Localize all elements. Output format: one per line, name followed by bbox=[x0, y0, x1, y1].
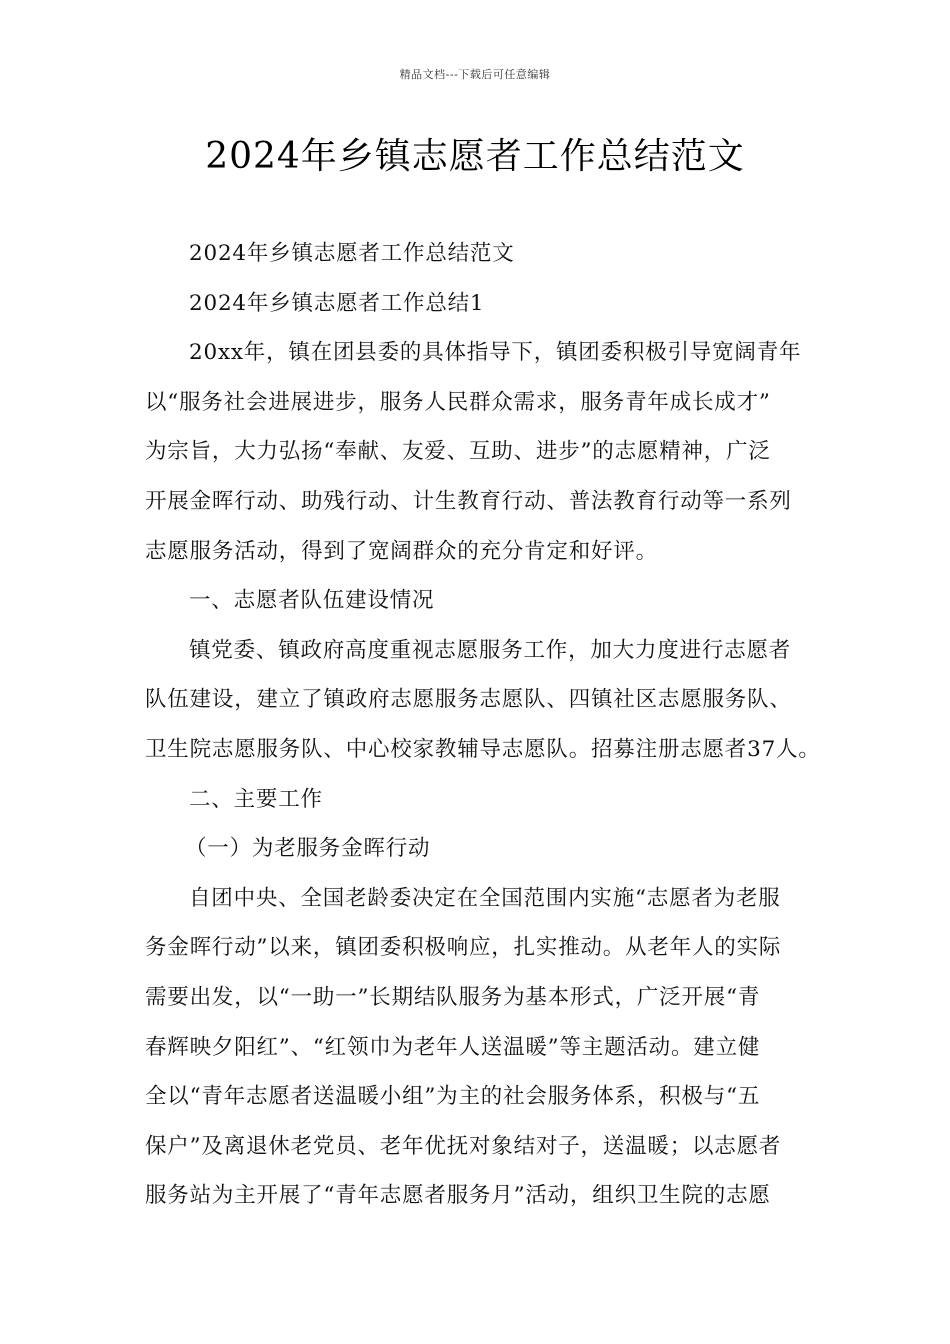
paragraph-line: 春辉映夕阳红”、“红领巾为老年人送温暖”等主题活动。建立健 bbox=[145, 1034, 761, 1060]
paragraph-line: 服务站为主开展了“青年志愿者服务月”活动，组织卫生院的志愿 bbox=[145, 1183, 771, 1209]
document-title: 2024年乡镇志愿者工作总结范文 bbox=[205, 136, 745, 177]
subsection-heading: （一）为老服务金晖行动 bbox=[185, 836, 431, 862]
paragraph-line: 务金晖行动”以来，镇团委积极响应，扎实推动。从老年人的实际 bbox=[145, 935, 782, 961]
section-heading: 一、志愿者队伍建设情况 bbox=[189, 588, 435, 614]
subtitle-line: 2024年乡镇志愿者工作总结范文 bbox=[189, 241, 515, 266]
header-note: 精品文档---下载后可任意编辑 bbox=[399, 68, 551, 81]
paragraph-line: 开展金晖行动、助残行动、计生教育行动、普法教育行动等一系列 bbox=[145, 488, 792, 514]
section-heading: 2024年乡镇志愿者工作总结1 bbox=[189, 290, 485, 316]
paragraph-line: 20xx年，镇在团县委的具体指导下，镇团委积极引导宽阔青年 bbox=[189, 340, 802, 366]
paragraph-line: 以“服务社会进展进步，服务人民群众需求，服务青年成长成才” bbox=[145, 389, 771, 415]
paragraph-line: 需要出发，以“一助一”长期结队服务为基本形式，广泛开展“青 bbox=[145, 984, 761, 1010]
paragraph-line: 保户”及离退休老党员、老年优抚对象结对子，送温暖；以志愿者 bbox=[145, 1133, 782, 1159]
paragraph-line: 卫生院志愿服务队、中心校家教辅导志愿队。招募注册志愿者37人。 bbox=[145, 736, 821, 762]
document-body bbox=[145, 229, 821, 1221]
paragraph-line: 队伍建设，建立了镇政府志愿服务志愿队、四镇社区志愿服务队、 bbox=[145, 687, 792, 713]
paragraph-line: 为宗旨，大力弘扬“奉献、友爱、互助、进步”的志愿精神，广泛 bbox=[145, 439, 771, 465]
section-heading: 二、主要工作 bbox=[189, 786, 323, 812]
paragraph-line: 镇党委、镇政府高度重视志愿服务工作，加大力度进行志愿者 bbox=[189, 637, 792, 663]
paragraph-line: 志愿服务活动，得到了宽阔群众的充分肯定和好评。 bbox=[145, 538, 658, 564]
paragraph-line: 自团中央、全国老龄委决定在全国范围内实施“志愿者为老服 bbox=[189, 885, 781, 911]
paragraph-line: 全以“青年志愿者送温暖小组”为主的社会服务体系，积极与“五 bbox=[145, 1084, 761, 1110]
